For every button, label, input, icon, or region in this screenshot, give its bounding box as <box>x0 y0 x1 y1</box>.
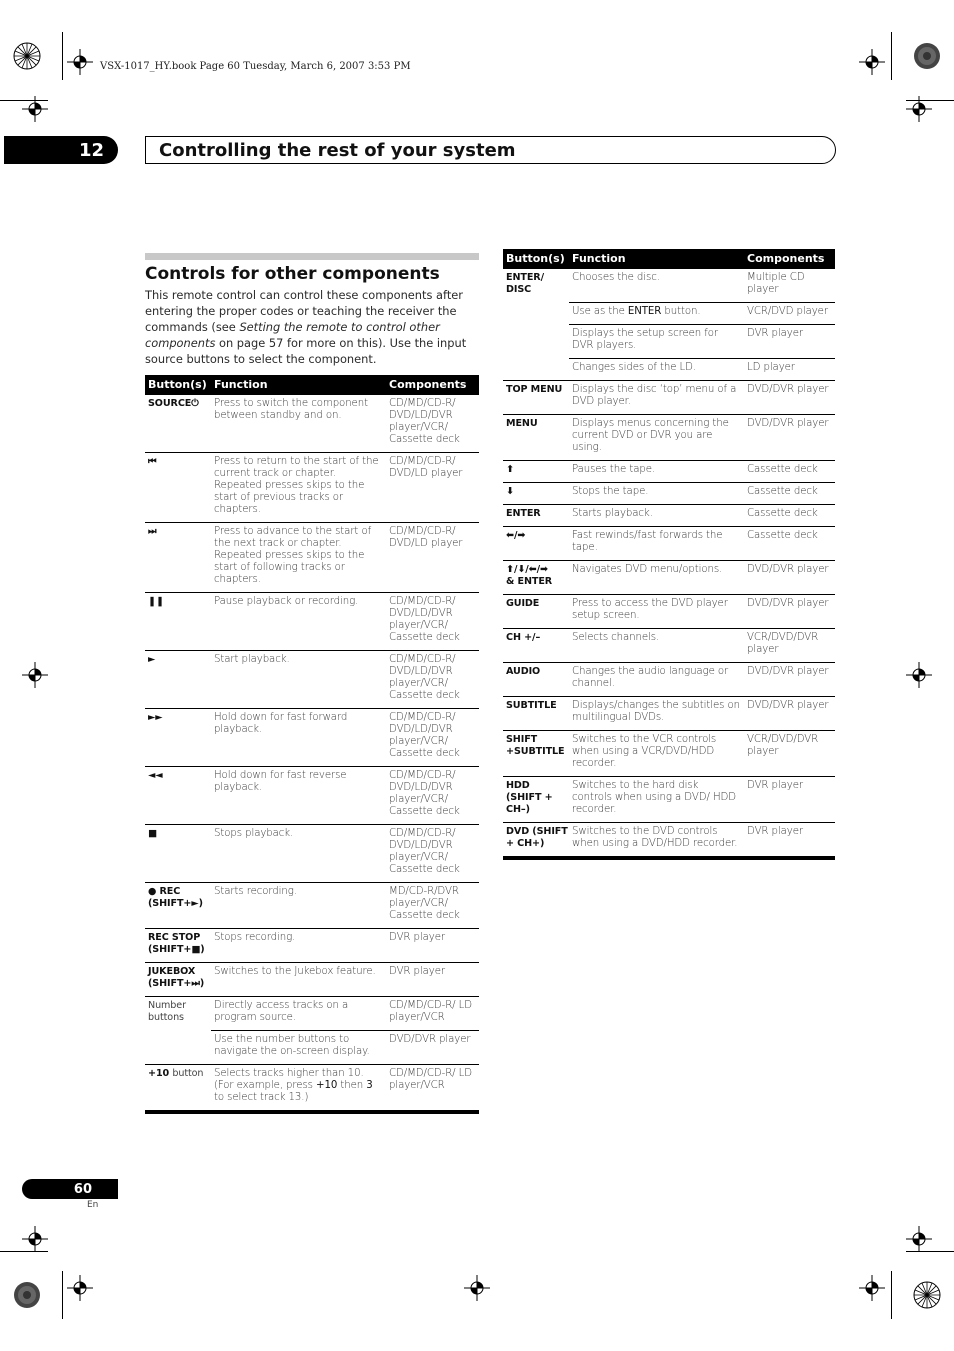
table-row <box>145 593 479 651</box>
button-cell: ►► <box>145 709 211 767</box>
table-row <box>145 1065 479 1113</box>
function-text: Use as the <box>572 306 628 317</box>
header-function: Function <box>569 249 744 269</box>
function-cell: Chooses the disc. <box>569 269 744 303</box>
function-cell: Starts recording. <box>211 883 386 929</box>
button-cell: ENTER <box>503 505 569 527</box>
sunburst-mark-icon <box>913 42 941 70</box>
button-cell <box>145 929 211 963</box>
components-cell: Cassette deck <box>744 527 835 561</box>
components-cell: CD/MD/CD-R/ LD player/VCR <box>386 997 479 1031</box>
header-buttons: Button(s) <box>145 375 211 395</box>
intro-text: on page 57 for more on this). Use the input source buttons to select the component. <box>145 336 467 366</box>
components-cell: CD/MD/CD-R/ DVD/LD player <box>386 523 479 593</box>
components-cell: CD/MD/CD-R/ DVD/LD player <box>386 453 479 523</box>
registration-mark-icon <box>67 49 93 75</box>
page-number <box>22 1179 118 1199</box>
function-cell: Press to return to the start of the current track or chapter. Repeated presses skips to the start of previous tracks or chapters. <box>211 453 386 523</box>
function-text: button. <box>661 306 701 317</box>
function-text: then <box>337 1080 367 1091</box>
button-label-sub: (SHIFT+⏭) <box>148 978 205 989</box>
button-cell <box>503 359 569 381</box>
button-cell: GUIDE <box>503 595 569 629</box>
components-cell: CD/MD/CD-R/ DVD/LD/DVR player/VCR/ Cassette deck <box>386 767 479 825</box>
registration-mark-icon <box>906 96 932 122</box>
table-row <box>503 731 835 777</box>
components-cell: DVR player <box>744 777 835 823</box>
components-cell: DVD/DVR player <box>744 595 835 629</box>
table-row <box>503 461 835 483</box>
function-cell: Navigates DVD menu/options. <box>569 561 744 595</box>
button-label-sub: & ENTER <box>506 576 553 587</box>
function-cell: Press to advance to the start of the next track or chapter. Repeated presses skips to the start of following tracks or chapters. <box>211 523 386 593</box>
table-row <box>503 823 835 859</box>
button-cell: SUBTITLE <box>503 697 569 731</box>
sunburst-mark-icon <box>913 1281 941 1309</box>
components-cell: Cassette deck <box>744 505 835 527</box>
table-row <box>145 767 479 825</box>
table-row <box>503 527 835 561</box>
crop-mark <box>891 32 892 80</box>
button-cell <box>145 1031 211 1065</box>
button-cell: ⏮ <box>145 453 211 523</box>
components-cell: VCR/DVD/DVR player <box>744 731 835 777</box>
function-cell: Changes the audio language or channel. <box>569 663 744 697</box>
button-cell <box>145 963 211 997</box>
components-cell: Cassette deck <box>744 461 835 483</box>
components-cell: DVD/DVR player <box>744 381 835 415</box>
section-rule <box>145 253 479 260</box>
function-cell: Displays the setup screen for DVR players. <box>569 325 744 359</box>
table-row <box>145 1031 479 1065</box>
registration-mark-icon <box>22 96 48 122</box>
components-cell: VCR/DVD/DVR player <box>744 629 835 663</box>
table-row <box>145 997 479 1031</box>
button-label: Number buttons <box>148 1000 186 1023</box>
function-cell: Changes sides of the LD. <box>569 359 744 381</box>
button-cell <box>145 883 211 929</box>
table-row <box>145 651 479 709</box>
function-cell: Pauses the tape. <box>569 461 744 483</box>
components-cell: DVD/DVR player <box>744 415 835 461</box>
button-cell: AUDIO <box>503 663 569 697</box>
table-header-row <box>145 375 479 395</box>
function-text: Selects tracks higher than 10. (For example, press <box>214 1068 364 1091</box>
table-row <box>503 415 835 461</box>
print-header: VSX-1017_HY.book Page 60 Tuesday, March 6, 2007 3:53 PM <box>100 61 411 72</box>
page-number-text: 60 <box>73 1181 92 1197</box>
registration-mark-icon <box>22 1226 48 1252</box>
button-cell: ⬇ <box>503 483 569 505</box>
button-cell: ⬆ <box>503 461 569 483</box>
function-cell: Hold down for fast forward playback. <box>211 709 386 767</box>
function-text: to select track 13.) <box>214 1092 309 1103</box>
header-components: Components <box>744 249 835 269</box>
sunburst-mark-icon <box>13 1281 41 1309</box>
function-cell: Stops playback. <box>211 825 386 883</box>
function-cell: Displays/changes the subtitles on multilingual DVDs. <box>569 697 744 731</box>
function-cell: Use the number buttons to navigate the on-screen display. <box>211 1031 386 1065</box>
function-cell: Stops recording. <box>211 929 386 963</box>
button-cell: MENU <box>503 415 569 461</box>
components-cell: CD/MD/CD-R/ DVD/LD/DVR player/VCR/ Cassette deck <box>386 395 479 453</box>
components-cell: DVR player <box>386 929 479 963</box>
controls-table-left <box>145 375 479 1114</box>
button-label: ⬆/⬇/⬅/➡ <box>506 564 548 575</box>
table-row <box>145 453 479 523</box>
components-cell: DVD/DVR player <box>386 1031 479 1065</box>
components-cell: CD/MD/CD-R/ LD player/VCR <box>386 1065 479 1113</box>
table-row <box>503 325 835 359</box>
header-function: Function <box>211 375 386 395</box>
function-cell: Start playback. <box>211 651 386 709</box>
function-cell: Pause playback or recording. <box>211 593 386 651</box>
table-row <box>503 483 835 505</box>
crop-mark <box>62 32 63 80</box>
button-cell: ◄◄ <box>145 767 211 825</box>
button-cell: ■ <box>145 825 211 883</box>
button-cell: TOP MENU <box>503 381 569 415</box>
registration-mark-icon <box>22 662 48 688</box>
button-cell <box>503 561 569 595</box>
button-label: JUKEBOX <box>148 966 196 977</box>
button-cell <box>145 997 211 1031</box>
function-cell <box>569 303 744 325</box>
function-cell: Selects channels. <box>569 629 744 663</box>
button-cell: SHIFT +SUBTITLE <box>503 731 569 777</box>
button-cell <box>503 325 569 359</box>
components-cell: CD/MD/CD-R/ DVD/LD/DVR player/VCR/ Cassette deck <box>386 825 479 883</box>
language-code: En <box>87 1200 99 1210</box>
function-cell: Stops the tape. <box>569 483 744 505</box>
components-cell: LD player <box>744 359 835 381</box>
header-components: Components <box>386 375 479 395</box>
table-row <box>503 505 835 527</box>
table-row <box>145 883 479 929</box>
function-cell: Switches to the DVD controls when using a DVD/HDD recorder. <box>569 823 744 859</box>
components-cell: DVD/DVR player <box>744 697 835 731</box>
header-buttons: Button(s) <box>503 249 569 269</box>
registration-mark-icon <box>906 662 932 688</box>
chapter-number-text: 12 <box>78 139 104 161</box>
crop-mark <box>62 1271 63 1319</box>
function-cell: Starts playback. <box>569 505 744 527</box>
button-cell: SOURCE⏻ <box>145 395 211 453</box>
components-cell: CD/MD/CD-R/ DVD/LD/DVR player/VCR/ Cassette deck <box>386 709 479 767</box>
table-row <box>145 825 479 883</box>
table-row <box>145 963 479 997</box>
function-cell: Switches to the VCR controls when using a VCR/DVD/HDD recorder. <box>569 731 744 777</box>
chapter-title-text: Controlling the rest of your system <box>159 139 516 161</box>
button-cell <box>145 1065 211 1113</box>
table-row <box>145 929 479 963</box>
button-cell <box>503 303 569 325</box>
function-cell: Fast rewinds/fast forwards the tape. <box>569 527 744 561</box>
registration-mark-icon <box>906 1226 932 1252</box>
components-cell: Cassette deck <box>744 483 835 505</box>
button-cell: ⬅/➡ <box>503 527 569 561</box>
function-cell <box>211 1065 386 1113</box>
button-cell: ► <box>145 651 211 709</box>
table-row <box>503 697 835 731</box>
function-cell: Displays the disc ‘top’ menu of a DVD player. <box>569 381 744 415</box>
intro-cross-reference: Setting the remote to control other components <box>145 320 440 350</box>
registration-mark-icon <box>67 1275 93 1301</box>
components-cell: CD/MD/CD-R/ DVD/LD/DVR player/VCR/ Cassette deck <box>386 593 479 651</box>
button-cell: HDD (SHIFT + CH–) <box>503 777 569 823</box>
section-heading: Controls for other components <box>145 264 440 284</box>
function-cell: Press to access the DVD player setup screen. <box>569 595 744 629</box>
table-row <box>145 395 479 453</box>
button-cell: DVD (SHIFT + CH+) <box>503 823 569 859</box>
button-label: REC STOP <box>148 932 201 943</box>
button-label: ● REC <box>148 886 181 897</box>
components-cell: DVR player <box>744 823 835 859</box>
table-header-row <box>503 249 835 269</box>
button-label-sub: (SHIFT+■) <box>148 944 205 955</box>
controls-table-right <box>503 249 835 860</box>
button-cell: ⏭ <box>145 523 211 593</box>
button-label: +10 <box>148 1068 170 1079</box>
function-cell: Displays menus concerning the current DVD or DVR you are using. <box>569 415 744 461</box>
table-row <box>503 381 835 415</box>
function-text-bold: 3 <box>366 1080 373 1091</box>
components-cell: VCR/DVD player <box>744 303 835 325</box>
registration-mark-icon <box>859 1275 885 1301</box>
table-row <box>503 595 835 629</box>
function-text-bold: +10 <box>316 1080 338 1091</box>
components-cell: DVD/DVR player <box>744 561 835 595</box>
table-row <box>145 709 479 767</box>
table-row <box>145 523 479 593</box>
table-row <box>503 663 835 697</box>
table-row <box>503 777 835 823</box>
crop-mark <box>891 1271 892 1319</box>
button-cell: CH +/– <box>503 629 569 663</box>
function-cell: Hold down for fast reverse playback. <box>211 767 386 825</box>
function-cell: Press to switch the component between standby and on. <box>211 395 386 453</box>
table-row <box>503 629 835 663</box>
chapter-title <box>145 136 836 164</box>
button-label-sub: (SHIFT+►) <box>148 898 203 909</box>
table-row <box>503 303 835 325</box>
button-label-sub: button <box>172 1068 204 1079</box>
function-cell: Switches to the hard disk controls when using a DVD/ HDD recorder. <box>569 777 744 823</box>
components-cell: MD/CD-R/DVR player/VCR/ Cassette deck <box>386 883 479 929</box>
table-row <box>503 561 835 595</box>
sunburst-mark-icon <box>13 42 41 70</box>
function-cell: Switches to the Jukebox feature. <box>211 963 386 997</box>
button-cell: ENTER/ DISC <box>506 272 544 295</box>
chapter-number <box>4 136 118 164</box>
components-cell: CD/MD/CD-R/ DVD/LD/DVR player/VCR/ Cassette deck <box>386 651 479 709</box>
components-cell: DVD/DVR player <box>744 663 835 697</box>
table-row <box>503 359 835 381</box>
components-cell: Multiple CD player <box>744 269 835 303</box>
components-cell: DVR player <box>744 325 835 359</box>
registration-mark-icon <box>859 49 885 75</box>
button-cell: ❚❚ <box>145 593 211 651</box>
intro-paragraph <box>145 287 479 367</box>
components-cell: DVR player <box>386 963 479 997</box>
function-cell: Directly access tracks on a program source. <box>211 997 386 1031</box>
table-row <box>503 269 835 303</box>
function-text-bold: ENTER <box>627 306 662 317</box>
registration-mark-icon <box>464 1275 490 1301</box>
intro-text: This remote control can control these components after entering the proper codes or teaching the receiver the commands (see <box>145 288 463 334</box>
